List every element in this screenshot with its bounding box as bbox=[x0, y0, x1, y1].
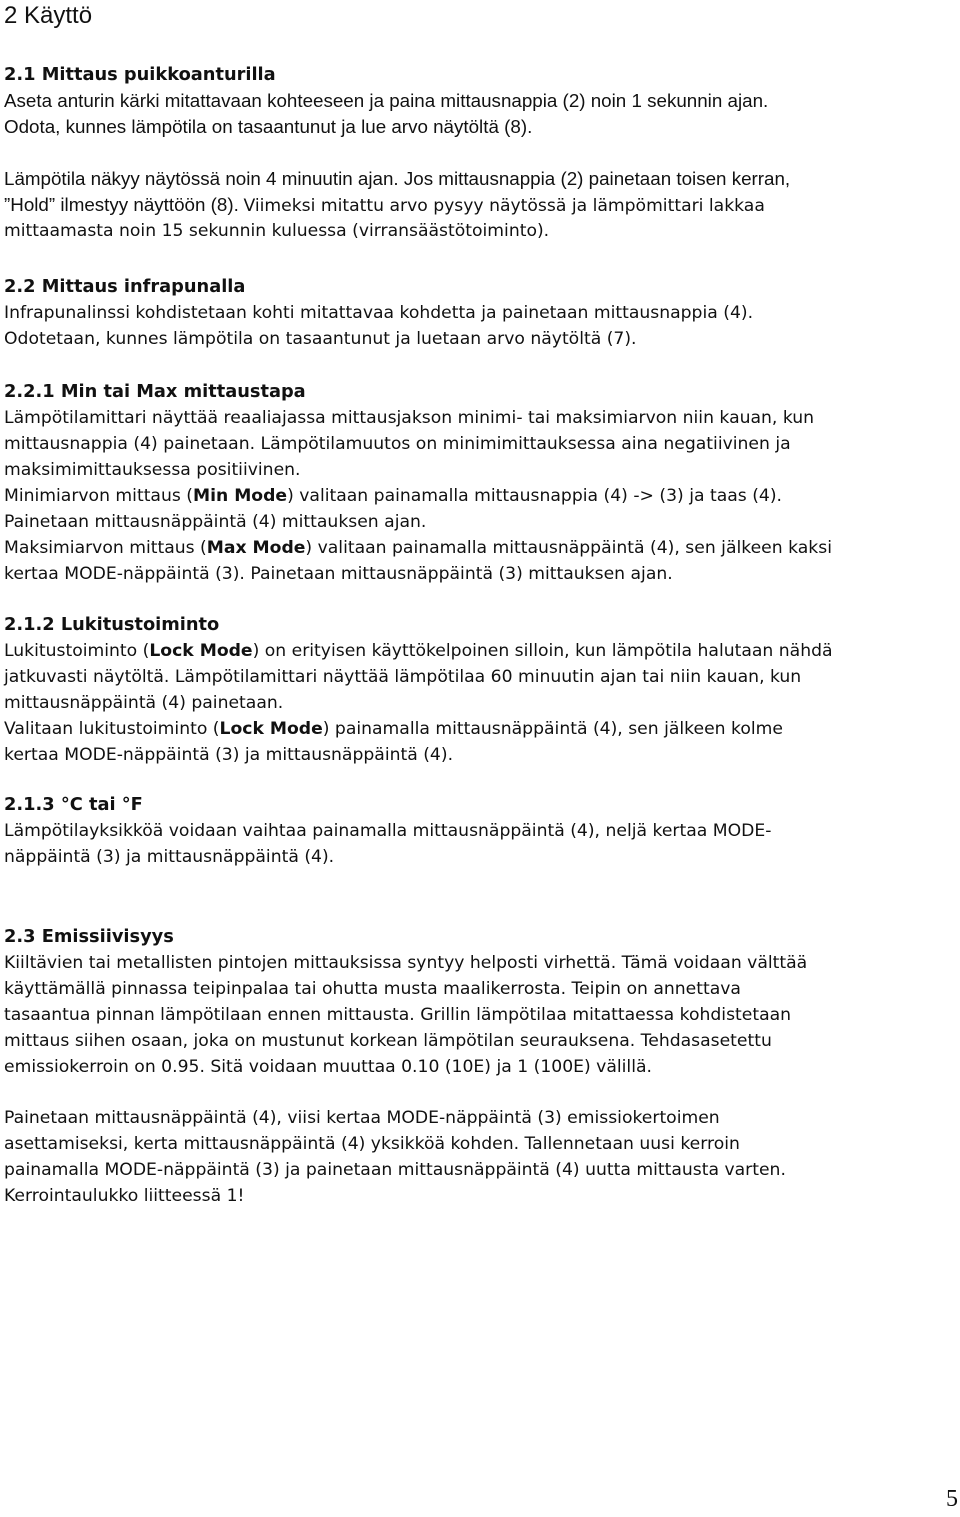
paragraph-line: Kerrointaulukko liitteessä 1! bbox=[4, 1186, 245, 1206]
paragraph-line: Aseta anturin kärki mitattavaan kohteeseen ja paina mittausnappia (2) noin 1 sekunnin ajan. bbox=[4, 90, 769, 111]
paragraph-line: emissiokerroin on 0.95. Sitä voidaan muuttaa 0.10 (10E) ja 1 (100E) välillä. bbox=[4, 1057, 652, 1077]
section-heading: 2.3 Emissiivisyys bbox=[4, 926, 174, 947]
section-2-1-paragraph-2 bbox=[4, 166, 954, 244]
text-run: Viimeksi mitattu arvo pysyy näytössä ja lämpömittari lakkaa bbox=[243, 196, 765, 216]
paragraph-line: maksimimittauksessa positiivinen. bbox=[4, 460, 301, 480]
section-2-1 bbox=[4, 62, 954, 140]
text-run: Maksimiarvon mittaus ( bbox=[4, 538, 207, 558]
paragraph-line: kertaa MODE-näppäintä (3) ja mittausnäppäintä (4). bbox=[4, 745, 454, 765]
section-2-3-paragraph-2 bbox=[4, 1105, 954, 1209]
paragraph-line: näppäintä (3) ja mittausnäppäintä (4). bbox=[4, 847, 335, 867]
section-heading: 2.1.2 Lukitustoiminto bbox=[4, 614, 220, 635]
page-title: 2 Käyttö bbox=[4, 2, 93, 29]
paragraph-line bbox=[4, 716, 954, 742]
paragraph-line: Lämpötilamittari näyttää reaaliajassa mittausjakson minimi- tai maksimiarvon niin kauan, kun bbox=[4, 408, 815, 428]
section-2-3 bbox=[4, 924, 954, 1080]
paragraph-line: Painetaan mittausnäppäintä (4) mittauksen ajan. bbox=[4, 512, 427, 532]
paragraph-line: mittausnappia (4) painetaan. Lämpötilamuutos on minimimittauksessa aina negatiivinen ja bbox=[4, 434, 791, 454]
section-2-2-1 bbox=[4, 379, 954, 587]
section-2-1-3 bbox=[4, 792, 954, 870]
paragraph-line bbox=[4, 535, 954, 561]
text-run: ) on erityisen käyttökelpoinen silloin, kun lämpötila halutaan nähdä bbox=[252, 641, 833, 661]
paragraph-line: Odotetaan, kunnes lämpötila on tasaantunut ja luetaan arvo näytöltä (7). bbox=[4, 329, 637, 349]
text-run: ) painamalla mittausnäppäintä (4), sen jälkeen kolme bbox=[322, 719, 783, 739]
min-mode-label: Min Mode bbox=[192, 486, 288, 506]
paragraph-line: Kiiltävien tai metallisten pintojen mittauksissa syntyy helposti virhettä. Tämä voidaan välttää bbox=[4, 953, 808, 973]
paragraph-line: asettamiseksi, kerta mittausnäppäintä (4) yksikköä kohden. Tallennetaan uusi kerroin bbox=[4, 1134, 740, 1154]
text-run: ) valitaan painamalla mittausnappia (4) -> (3) ja taas (4). bbox=[287, 486, 783, 506]
paragraph-line: mittausnäppäintä (4) painetaan. bbox=[4, 693, 284, 713]
section-2-2 bbox=[4, 274, 954, 352]
paragraph-line bbox=[4, 483, 954, 509]
paragraph-line: Odota, kunnes lämpötila on tasaantunut ja lue arvo näytöltä (8). bbox=[4, 116, 533, 137]
text-run: ”Hold” ilmestyy näyttöön (8). bbox=[4, 194, 239, 215]
section-2-1-2 bbox=[4, 612, 954, 768]
paragraph-line: Infrapunalinssi kohdistetaan kohti mitattavaa kohdetta ja painetaan mittausnappia (4). bbox=[4, 303, 754, 323]
paragraph-line: jatkuvasti näytöltä. Lämpötilamittari näyttää lämpötilaa 60 minuutin ajan tai niin kauan, kun bbox=[4, 667, 802, 687]
text-run: Lukitustoiminto ( bbox=[4, 641, 150, 661]
section-heading: 2.2.1 Min tai Max mittaustapa bbox=[4, 381, 306, 402]
paragraph-line: kertaa MODE-näppäintä (3). Painetaan mittausnäppäintä (3) mittauksen ajan. bbox=[4, 564, 673, 584]
paragraph-line: Lämpötilayksikköä voidaan vaihtaa painamalla mittausnäppäintä (4), neljä kertaa MODE- bbox=[4, 821, 772, 841]
text-run: Valitaan lukitustoiminto ( bbox=[4, 719, 220, 739]
paragraph-line: Painetaan mittausnäppäintä (4), viisi kertaa MODE-näppäintä (3) emissiokertoimen bbox=[4, 1108, 720, 1128]
lock-mode-label: Lock Mode bbox=[149, 641, 253, 661]
text-run: Minimiarvon mittaus ( bbox=[4, 486, 193, 506]
paragraph-line: painamalla MODE-näppäintä (3) ja painetaan mittausnäppäintä (4) uutta mittausta varten. bbox=[4, 1160, 786, 1180]
paragraph-line: mittaamasta noin 15 sekunnin kuluessa (virransäästötoiminto). bbox=[4, 221, 550, 241]
paragraph-line: tasaantua pinnan lämpötilaan ennen mittausta. Grillin lämpötilaa mitattaessa kohdistetaan bbox=[4, 1005, 792, 1025]
text-run: ) valitaan painamalla mittausnäppäintä (4), sen jälkeen kaksi bbox=[305, 538, 832, 558]
paragraph-line: Lämpötila näkyy näytössä noin 4 minuutin ajan. Jos mittausnappia (2) painetaan toisen kerran, bbox=[4, 168, 791, 189]
paragraph-line: mittaus siihen osaan, joka on mustunut korkean lämpötilan seurauksena. Tehdasasetettu bbox=[4, 1031, 772, 1051]
lock-mode-label: Lock Mode bbox=[219, 719, 323, 739]
section-heading: 2.1 Mittaus puikkoanturilla bbox=[4, 64, 276, 85]
paragraph-line: käyttämällä pinnassa teipinpalaa tai ohutta musta maalikerrosta. Teipin on annettava bbox=[4, 979, 741, 999]
section-heading: 2.2 Mittaus infrapunalla bbox=[4, 276, 246, 297]
page-number: 5 bbox=[946, 1486, 958, 1512]
paragraph-line bbox=[4, 638, 954, 664]
max-mode-label: Max Mode bbox=[206, 538, 306, 558]
paragraph-line bbox=[4, 192, 954, 218]
section-heading: 2.1.3 °C tai °F bbox=[4, 794, 143, 815]
